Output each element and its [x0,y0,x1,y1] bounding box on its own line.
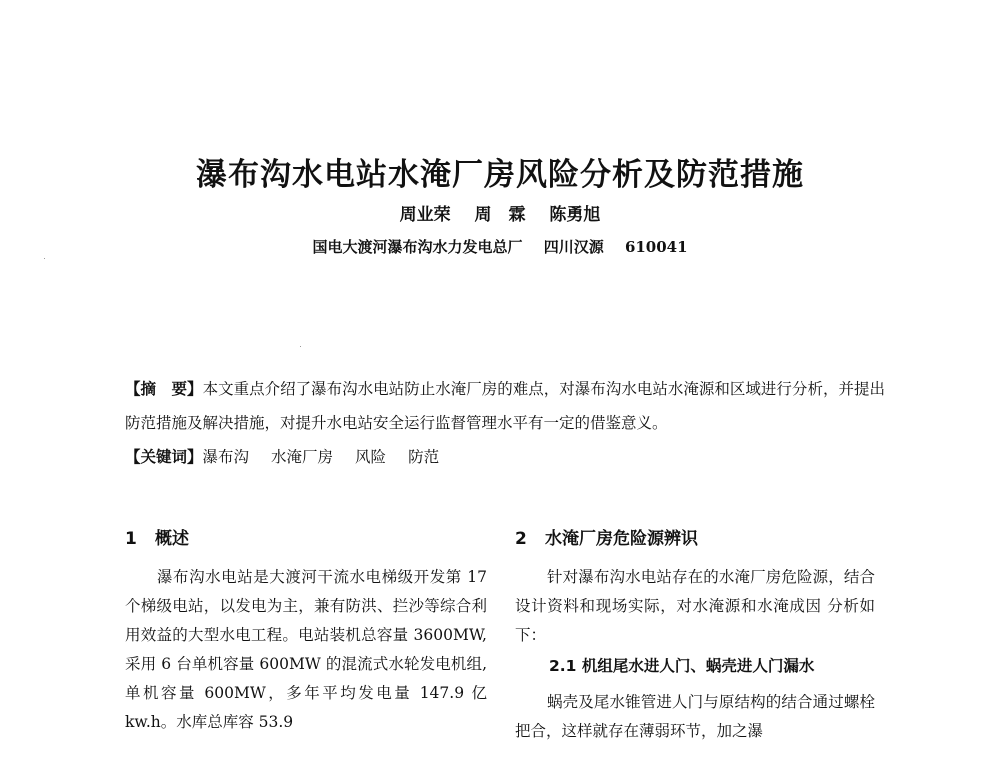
keyword: 瀑布沟 [202,448,250,466]
keyword: 风险 [355,448,387,466]
paper-title: 瀑布沟水电站水淹厂房风险分析及防范措施 [196,156,804,193]
affiliation [0,236,1000,257]
subsection-2-1-heading [549,654,875,676]
section-number: 2 [515,529,527,549]
section-1-paragraph: 瀑布沟水电站是大渡河干流水电梯级开发第 17 个梯级电站，以发电为主，兼有防洪、拦沙等综合利用效益的大型水电工程。电站装机总容量 3600MW,采用 6 台单机容量 600MW 的混流式水轮发电机组,单机容量 600MW，多年平均发电量 147.9 亿 kw.h。水库总库容 53.9 [125,568,487,731]
abstract-block [125,372,885,474]
affiliation-postcode: 610041 [624,238,688,256]
section-2-heading [515,524,875,549]
author-name: 陈勇旭 [549,205,601,225]
keywords [125,440,885,474]
left-column [125,524,487,737]
scan-speck [300,346,301,347]
section-1-heading [125,524,487,549]
author-list [0,200,1000,225]
affiliation-org: 国电大渡河瀑布沟水力发电总厂 [312,238,523,256]
section-title: 概述 [155,529,189,549]
scan-speck [44,258,45,259]
affiliation-location: 四川汉源 [543,238,604,256]
keyword: 水淹厂房 [271,448,334,466]
subsection-2-1-paragraph: 蜗壳及尾水锥管进人门与原结构的结合通过螺栓把合，这样就存在薄弱环节，加之瀑 [515,693,875,740]
abstract-text: 本文重点介绍了瀑布沟水电站防止水淹厂房的难点，对瀑布沟水电站水淹源和区域进行分析，并提出防范措施及解决措施，对提升水电站安全运行监督管理水平有一定的借鉴意义。 [125,380,885,432]
keyword: 防范 [408,448,440,466]
author-name: 周业荣 [399,205,451,225]
subsection-number: 2.1 [549,657,577,675]
keywords-label: 【关键词】 [125,447,203,466]
right-column [515,524,875,746]
abstract-label: 【摘 要】 [125,379,203,398]
section-title: 水淹厂房危险源辨识 [545,529,698,549]
abstract [125,372,885,440]
section-2-paragraph: 针对瀑布沟水电站存在的水淹厂房危险源，结合设计资料和现场实际，对水淹源和水淹成因 分析如下： [515,568,875,644]
section-number: 1 [125,529,137,549]
author-name: 周 霖 [474,205,526,225]
subsection-title: 机组尾水进人门、蜗壳进人门漏水 [581,657,815,675]
